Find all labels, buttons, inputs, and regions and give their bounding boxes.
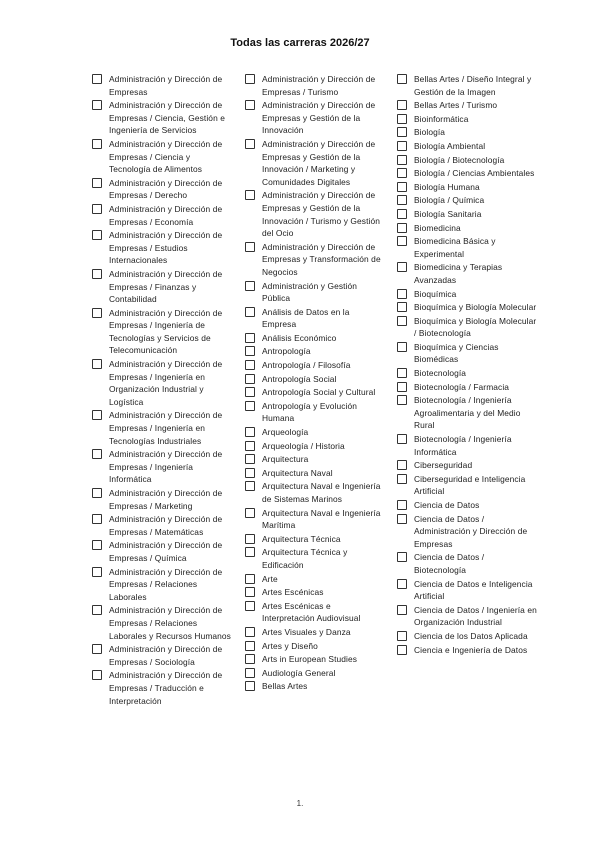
career-label: Biología Ambiental (414, 140, 486, 151)
checklist-item[interactable] (245, 306, 385, 331)
checklist-item[interactable] (397, 288, 537, 301)
career-label: Biología Humana (414, 181, 480, 192)
checklist-item[interactable] (245, 99, 385, 137)
checklist-item[interactable] (397, 433, 537, 458)
career-label: Análisis de Datos en la Empresa (262, 306, 350, 330)
checklist-item[interactable] (397, 315, 537, 340)
career-label: Biología Sanitaria (414, 208, 482, 219)
checkbox[interactable] (245, 601, 255, 611)
career-label: Administración y Dirección de Empresas / Relaciones Laborales (109, 566, 223, 602)
career-label: Artes Escénicas e Interpretación Audiovisual (262, 600, 361, 624)
career-label: Biología / Química (414, 195, 485, 206)
checkbox[interactable] (92, 410, 102, 420)
checkbox[interactable] (245, 681, 255, 691)
career-label: Administración y Dirección de Empresas / Ciencia y Tecnología de Alimentos (109, 138, 223, 175)
checklist-item[interactable] (92, 268, 232, 306)
checklist-item[interactable] (245, 400, 385, 425)
career-label: Bioquímica y Biología Molecular / Biotecnología (414, 315, 537, 339)
career-label: Administración y Dirección de Empresas / Ingeniería Informática (109, 449, 223, 485)
checklist-item[interactable] (397, 154, 537, 167)
checklist-item[interactable] (397, 578, 537, 603)
career-label: Biomedicina (414, 222, 461, 233)
career-label: Bellas Artes / Turismo (414, 100, 498, 111)
column-2 (245, 73, 385, 694)
career-label: Administración y Dirección de Empresas y Gestión de la Innovación (262, 100, 376, 136)
career-label: Biomedicina y Terapias Avanzadas (414, 262, 503, 285)
checkbox[interactable] (397, 460, 407, 470)
checklist-item[interactable] (245, 546, 385, 571)
checklist-item[interactable] (397, 367, 537, 380)
career-label: Ciencia de Datos / Ingeniería en Organización Industrial (414, 604, 537, 628)
checklist-item[interactable] (245, 241, 385, 279)
checklist-item[interactable] (397, 261, 537, 286)
career-label: Análisis Económico (262, 332, 337, 343)
checkbox[interactable] (245, 468, 255, 478)
career-label: Bioquímica y Biología Molecular (414, 302, 537, 313)
checklist-item[interactable] (245, 189, 385, 239)
checklist-item[interactable] (397, 181, 537, 194)
checkbox[interactable] (397, 168, 407, 178)
career-label: Administración y Dirección de Empresas / Estudios Internacionales (109, 230, 223, 266)
checklist-item[interactable] (245, 626, 385, 639)
checkbox[interactable] (245, 574, 255, 584)
checkbox[interactable] (397, 262, 407, 272)
checkbox[interactable] (397, 605, 407, 615)
career-label: Biotecnología / Ingeniería Agroalimentaria y del Medio Rural (414, 395, 521, 431)
checklist-item[interactable] (245, 453, 385, 466)
checklist-item[interactable] (245, 426, 385, 439)
career-label: Administración y Dirección de Empresas / Ciencia, Gestión e Ingeniería de Servicios (109, 100, 226, 136)
career-label: Administración y Dirección de Empresas / Traducción e Interpretación (109, 670, 223, 706)
career-label: Biomedicina Básica y Experimental (414, 236, 496, 259)
career-label: Arquitectura Técnica (262, 533, 341, 544)
career-label: Antropología / Filosofía (262, 360, 351, 371)
career-label: Administración y Dirección de Empresas / Economía (109, 203, 223, 227)
checkbox[interactable] (245, 641, 255, 651)
career-label: Arts in European Studies (262, 654, 358, 665)
checklist-item[interactable] (92, 487, 232, 512)
checklist-item[interactable] (397, 394, 537, 432)
career-label: Antropología y Evolución Humana (262, 400, 358, 424)
career-label: Audiología General (262, 667, 336, 678)
checklist-item[interactable] (397, 644, 537, 657)
career-label: Administración y Dirección de Empresas y Gestión de la Innovación / Marketing y Comunidades Digitales (262, 138, 376, 187)
checkbox[interactable] (397, 434, 407, 444)
checklist-item[interactable] (92, 566, 232, 604)
checklist-item[interactable] (397, 73, 537, 98)
career-label: Arquitectura Naval (262, 467, 333, 478)
checkbox[interactable] (397, 289, 407, 299)
page-title: Todas las carreras 2026/27 (230, 37, 370, 49)
checklist-item[interactable] (92, 138, 232, 176)
career-label: Bioinformática (414, 113, 469, 124)
career-label: Ciencia de los Datos Aplicada (414, 630, 528, 641)
career-label: Arqueología / Historia (262, 440, 345, 451)
career-label: Ciencia e Ingeniería de Datos (414, 644, 528, 655)
checkbox[interactable] (92, 139, 102, 149)
checklist-item[interactable] (397, 99, 537, 112)
checklist-item[interactable] (397, 499, 537, 512)
checklist-item[interactable] (245, 640, 385, 653)
checkbox[interactable] (397, 645, 407, 655)
checkbox[interactable] (397, 395, 407, 405)
checkbox[interactable] (397, 74, 407, 84)
column-1 (92, 73, 232, 708)
career-label: Ciberseguridad e Inteligencia Artificial (414, 473, 526, 497)
checkbox[interactable] (245, 427, 255, 437)
checkbox[interactable] (245, 668, 255, 678)
checkbox[interactable] (92, 178, 102, 188)
checklist-item[interactable] (92, 643, 232, 668)
career-label: Administración y Dirección de Empresas y Gestión de la Innovación / Turismo y Gestión del Ocio (262, 190, 380, 239)
checkbox[interactable] (245, 508, 255, 518)
checklist-item[interactable] (397, 113, 537, 126)
checkbox[interactable] (397, 579, 407, 589)
checklist-item[interactable] (245, 573, 385, 586)
checkbox[interactable] (92, 100, 102, 110)
checklist-item[interactable] (245, 345, 385, 358)
career-label: Arquitectura Técnica y Edificación (262, 547, 348, 570)
checklist-item[interactable] (397, 341, 537, 366)
career-label: Bioquímica (414, 288, 457, 299)
checklist-item[interactable] (397, 301, 537, 314)
checkbox[interactable] (92, 308, 102, 318)
checklist-item[interactable] (245, 467, 385, 480)
career-label: Biología / Biotecnología (414, 154, 505, 165)
checklist-item[interactable] (92, 203, 232, 228)
career-label: Bellas Artes (262, 681, 308, 692)
checklist-item[interactable] (397, 459, 537, 472)
checkbox[interactable] (245, 139, 255, 149)
career-label: Administración y Dirección de Empresas y Transformación de Negocios (262, 241, 381, 277)
checklist-item[interactable] (397, 140, 537, 153)
checkbox[interactable] (397, 182, 407, 192)
checkbox[interactable] (397, 342, 407, 352)
checklist-item[interactable] (245, 533, 385, 546)
checklist-item[interactable] (245, 138, 385, 188)
checkbox[interactable] (92, 567, 102, 577)
checklist-item[interactable] (92, 448, 232, 486)
checkbox[interactable] (92, 670, 102, 680)
checkbox[interactable] (397, 368, 407, 378)
checkbox[interactable] (245, 654, 255, 664)
checklist-item[interactable] (245, 653, 385, 666)
checkbox[interactable] (92, 514, 102, 524)
checklist-item[interactable] (397, 222, 537, 235)
career-label: Arquitectura Naval e Ingeniería Marítima (262, 507, 381, 531)
checkbox[interactable] (245, 360, 255, 370)
checkbox[interactable] (245, 242, 255, 252)
checklist-item[interactable] (92, 177, 232, 202)
checklist-item[interactable] (245, 332, 385, 345)
checklist-item[interactable] (397, 235, 537, 260)
career-label: Administración y Dirección de Empresas / Turismo (262, 74, 376, 97)
checkbox[interactable] (397, 302, 407, 312)
checkbox[interactable] (397, 155, 407, 165)
checklist-item[interactable] (92, 513, 232, 538)
checkbox[interactable] (245, 441, 255, 451)
career-label: Ciencia de Datos e Inteligencia Artificial (414, 578, 533, 602)
checkbox[interactable] (92, 359, 102, 369)
checklist-item[interactable] (397, 208, 537, 221)
checkbox[interactable] (245, 481, 255, 491)
career-label: Administración y Dirección de Empresas / Matemáticas (109, 514, 223, 537)
checkbox[interactable] (245, 534, 255, 544)
checkbox[interactable] (245, 374, 255, 384)
checkbox[interactable] (92, 540, 102, 550)
checkbox[interactable] (245, 627, 255, 637)
checkbox[interactable] (245, 281, 255, 291)
checklist-item[interactable] (92, 409, 232, 447)
career-label: Artes y Diseño (262, 640, 318, 651)
checkbox[interactable] (245, 547, 255, 557)
checkbox[interactable] (397, 209, 407, 219)
checklist-item[interactable] (92, 669, 232, 707)
checklist-item[interactable] (397, 194, 537, 207)
checklist-item[interactable] (397, 473, 537, 498)
career-label: Arte (262, 573, 278, 584)
checkbox[interactable] (92, 204, 102, 214)
checklist-item[interactable] (245, 440, 385, 453)
checklist-item[interactable] (397, 630, 537, 643)
career-label: Biología / Ciencias Ambientales (414, 168, 535, 179)
career-label: Ciencia de Datos / Biotecnología (414, 552, 485, 575)
checkbox[interactable] (92, 488, 102, 498)
checklist-item[interactable] (245, 386, 385, 399)
career-label: Administración y Dirección de Empresas / Ingeniería de Tecnologías y Servicios de Telecomunicación (109, 307, 223, 356)
checkbox[interactable] (397, 514, 407, 524)
checklist-item[interactable] (245, 586, 385, 599)
career-label: Administración y Dirección de Empresas / Sociología (109, 644, 223, 667)
checkbox[interactable] (245, 307, 255, 317)
checklist-item[interactable] (92, 99, 232, 137)
checkbox[interactable] (245, 100, 255, 110)
career-label: Antropología Social y Cultural (262, 387, 376, 398)
checkbox[interactable] (245, 74, 255, 84)
checkbox[interactable] (245, 190, 255, 200)
career-label: Ciberseguridad (414, 460, 473, 471)
checkbox[interactable] (92, 74, 102, 84)
career-label: Biotecnología / Ingeniería Informática (414, 434, 512, 457)
career-label: Administración y Dirección de Empresas / Derecho (109, 177, 223, 201)
checkbox[interactable] (397, 114, 407, 124)
career-label: Arqueología (262, 427, 309, 438)
checklist-item[interactable] (245, 373, 385, 386)
checklist-item[interactable] (245, 600, 385, 625)
checkbox[interactable] (245, 587, 255, 597)
career-label: Administración y Dirección de Empresas / Ingeniería en Tecnologías Industriales (109, 410, 223, 446)
checkbox[interactable] (397, 100, 407, 110)
checkbox[interactable] (92, 644, 102, 654)
checkbox[interactable] (245, 387, 255, 397)
career-label: Biotecnología / Farmacia (414, 381, 510, 392)
checkbox[interactable] (245, 333, 255, 343)
checkbox[interactable] (397, 382, 407, 392)
page-number: 1. (296, 799, 304, 808)
checkbox[interactable] (397, 236, 407, 246)
career-label: Bellas Artes / Diseño Integral y Gestión de la Imagen (414, 74, 532, 97)
career-label: Administración y Dirección de Empresas / Ingeniería en Organización Industrial y Logística (109, 359, 223, 407)
career-label: Artes Visuales y Danza (262, 626, 351, 637)
career-label: Administración y Dirección de Empresas / Marketing (109, 488, 223, 511)
career-label: Antropología (262, 346, 311, 357)
career-label: Bioquímica y Ciencias Biomédicas (414, 341, 499, 365)
checklist-item[interactable] (397, 126, 537, 139)
career-label: Arquitectura (262, 454, 309, 465)
checklist-item[interactable] (397, 551, 537, 576)
checklist-item[interactable] (245, 680, 385, 693)
checkbox[interactable] (245, 454, 255, 464)
checklist-item[interactable] (245, 507, 385, 532)
checkbox[interactable] (397, 141, 407, 151)
career-label: Ciencia de Datos / Administración y Dirección de Empresas (414, 513, 528, 549)
checklist-item[interactable] (92, 307, 232, 357)
checklist-item[interactable] (92, 604, 232, 642)
checklist-item[interactable] (245, 480, 385, 505)
career-label: Administración y Dirección de Empresas (109, 74, 223, 97)
checkbox[interactable] (397, 316, 407, 326)
checklist-item[interactable] (245, 73, 385, 98)
checkbox[interactable] (92, 269, 102, 279)
checklist-item[interactable] (92, 229, 232, 267)
career-label: Biología (414, 127, 446, 138)
checkbox[interactable] (397, 631, 407, 641)
checklist-item[interactable] (397, 381, 537, 394)
checklist-item[interactable] (92, 73, 232, 98)
career-label: Ciencia de Datos (414, 500, 480, 510)
checklist-item[interactable] (397, 167, 537, 180)
career-label: Administración y Dirección de Empresas / Finanzas y Contabilidad (109, 268, 223, 305)
checkbox[interactable] (397, 195, 407, 205)
checkbox[interactable] (92, 449, 102, 459)
checkbox[interactable] (92, 230, 102, 240)
career-label: Arquitectura Naval e Ingeniería de Sistemas Marinos (262, 481, 381, 504)
career-label: Artes Escénicas (262, 587, 324, 598)
career-label: Administración y Gestión Pública (262, 280, 358, 304)
career-label: Administración y Dirección de Empresas / Relaciones Laborales y Recursos Humanos (109, 605, 231, 641)
checkbox[interactable] (245, 401, 255, 411)
career-label: Biotecnología (414, 368, 467, 379)
career-label: Antropología Social (262, 373, 337, 384)
checkbox[interactable] (245, 346, 255, 356)
career-label: Administración y Dirección de Empresas / Química (109, 540, 223, 563)
column-3 (397, 73, 537, 657)
checklist-item[interactable] (92, 358, 232, 408)
checklist-item[interactable] (92, 539, 232, 564)
checklist-item[interactable] (245, 280, 385, 305)
checkbox[interactable] (397, 500, 407, 510)
checklist-item[interactable] (397, 513, 537, 551)
checklist-item[interactable] (245, 667, 385, 680)
checkbox[interactable] (397, 552, 407, 562)
checkbox[interactable] (397, 474, 407, 484)
checkbox[interactable] (397, 127, 407, 137)
checkbox[interactable] (92, 605, 102, 615)
checklist-item[interactable] (245, 359, 385, 372)
checkbox[interactable] (397, 223, 407, 233)
checklist-item[interactable] (397, 604, 537, 629)
